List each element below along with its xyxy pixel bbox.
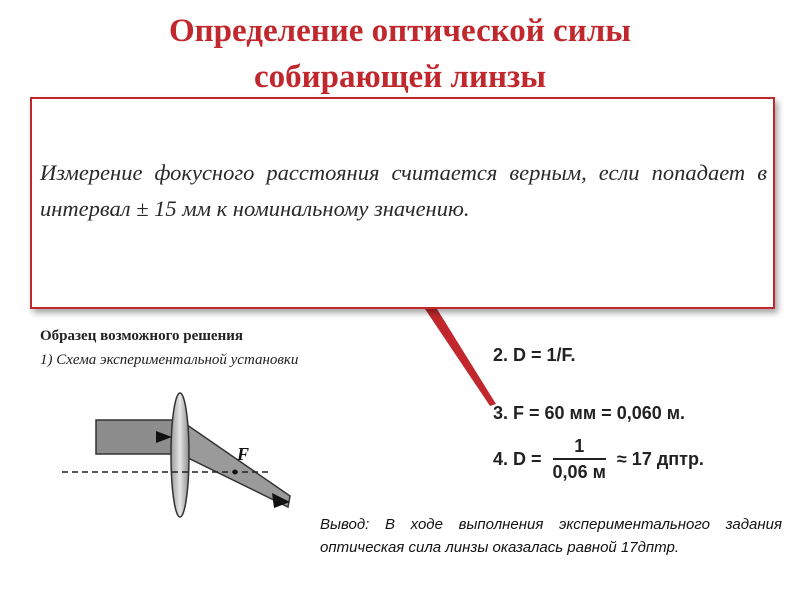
lens-shape bbox=[171, 393, 189, 517]
formula-step-4-rhs: ≈ 17 дптр. bbox=[616, 449, 704, 469]
formula-step-4 bbox=[493, 436, 704, 483]
formula-step-2: 2. D = 1/F. bbox=[493, 345, 576, 365]
fraction-denominator: 0,06 м bbox=[552, 462, 606, 482]
title-line-1: Определение оптической силы bbox=[169, 13, 631, 49]
title-line-2: собирающей линзы bbox=[253, 59, 547, 95]
solution-heading: Образец возможного решения bbox=[40, 328, 243, 344]
callout-text: Измерение фокусного расстояния считается верным, если попадает в интервал ± 15 мм к номинальному значению. bbox=[40, 160, 767, 221]
solution-step-1: 1) Схема экспериментальной установки bbox=[40, 352, 299, 368]
callout-box bbox=[30, 97, 775, 309]
formula-step-4-lhs: 4. D = bbox=[493, 449, 542, 469]
formula-step-3: 3. F = 60 мм = 0,060 м. bbox=[493, 403, 686, 423]
focus-point bbox=[233, 470, 238, 475]
formula-step-4-fraction bbox=[553, 436, 606, 483]
fraction-numerator: 1 bbox=[553, 436, 606, 460]
conclusion-text: Вывод: В ходе выполнения экспериментального задания оптическая сила линзы оказалась равной 17дптр. bbox=[320, 516, 782, 556]
focus-label: F bbox=[237, 444, 250, 464]
lens-diagram bbox=[40, 390, 300, 520]
